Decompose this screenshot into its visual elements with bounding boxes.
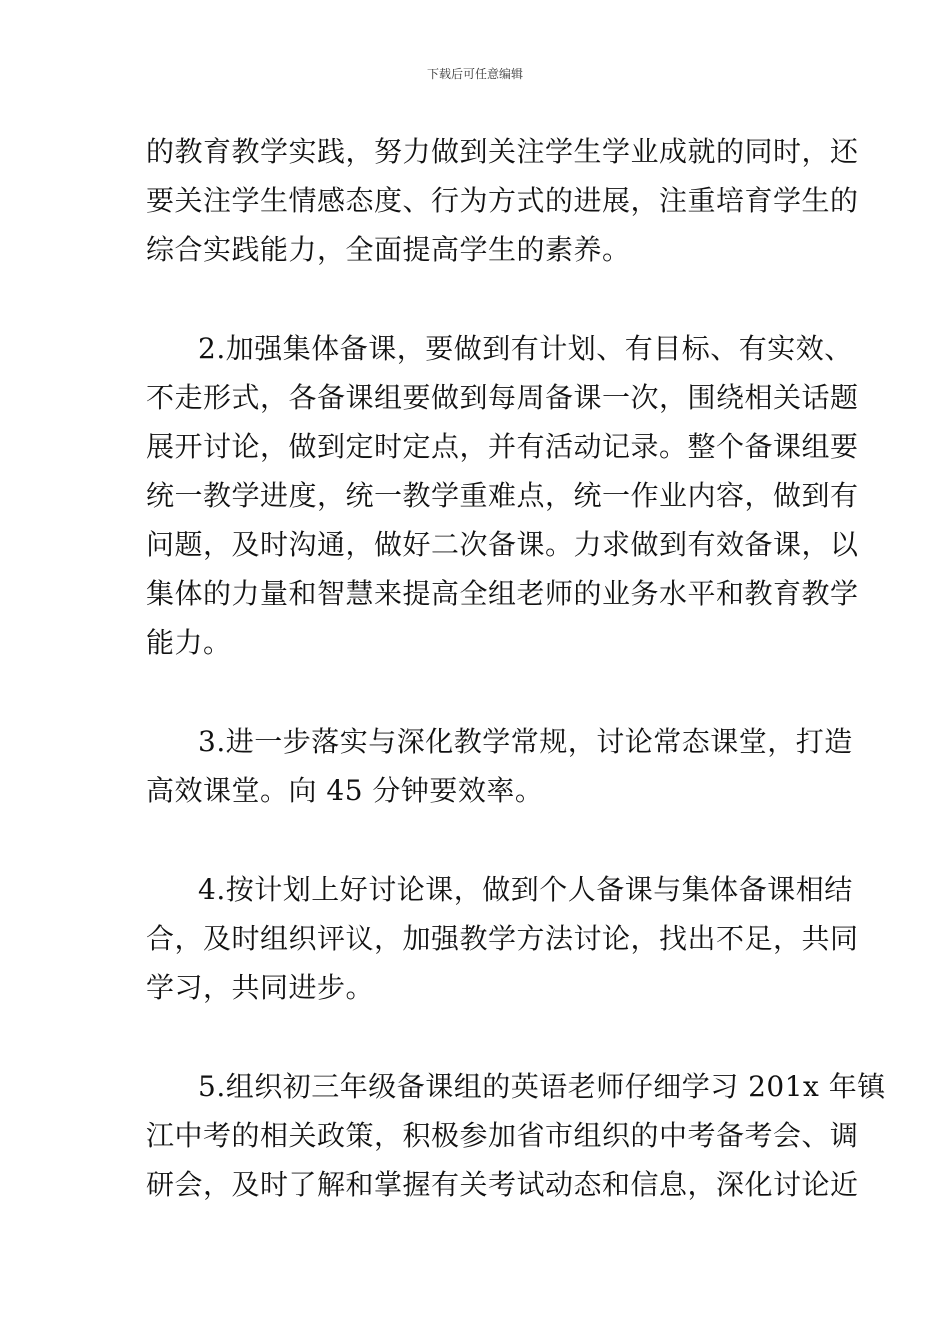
document-body <box>146 127 886 1209</box>
paragraph-spacer <box>146 667 816 717</box>
paragraph-line: 学习，共同进步。 <box>146 971 375 1004</box>
paragraph-line: 研会，及时了解和掌握有关考试动态和信息，深化讨论近 <box>146 1168 859 1201</box>
paragraph-line: 问题，及时沟通，做好二次备课。力求做到有效备课，以 <box>146 528 859 561</box>
paragraph-line: 集体的力量和智慧来提高全组老师的业务水平和教育教学 <box>146 577 859 610</box>
paragraph-line: 5.组织初三年级备课组的英语老师仔细学习 201x 年镇 <box>198 1070 886 1103</box>
paragraph-line: 的教育教学实践，努力做到关注学生学业成就的同时，还 <box>146 135 859 168</box>
paragraph-line: 江中考的相关政策，积极参加省市组织的中考备考会、调 <box>146 1119 859 1152</box>
paragraph-5 <box>146 1062 886 1209</box>
paragraph-2 <box>146 324 859 667</box>
paragraph-spacer <box>146 1012 816 1062</box>
paragraph-spacer <box>146 815 816 865</box>
paragraph-1 <box>146 127 859 274</box>
paragraph-4 <box>146 865 859 1012</box>
paragraph-line: 4.按计划上好讨论课，做到个人备课与集体备课相结 <box>198 873 853 906</box>
paragraph-line: 要关注学生情感态度、行为方式的进展，注重培育学生的 <box>146 184 859 217</box>
page-header-note: 下载后可任意编辑 <box>426 67 523 81</box>
paragraph-line: 3.进一步落实与深化教学常规，讨论常态课堂，打造 <box>198 725 853 758</box>
paragraph-line: 2.加强集体备课，要做到有计划、有目标、有实效、 <box>198 332 853 365</box>
paragraph-line: 高效课堂。向 45 分钟要效率。 <box>146 774 544 807</box>
paragraph-line: 能力。 <box>146 626 232 659</box>
paragraph-3 <box>146 717 853 815</box>
paragraph-line: 统一教学进度，统一教学重难点，统一作业内容，做到有 <box>146 479 859 512</box>
paragraph-line: 不走形式，各备课组要做到每周备课一次，围绕相关话题 <box>146 381 859 414</box>
paragraph-line: 综合实践能力，全面提高学生的素养。 <box>146 233 631 266</box>
paragraph-line: 合，及时组织评议，加强教学方法讨论，找出不足，共同 <box>146 922 859 955</box>
paragraph-spacer <box>146 274 816 324</box>
paragraph-line: 展开讨论，做到定时定点，并有活动记录。整个备课组要 <box>146 430 859 463</box>
